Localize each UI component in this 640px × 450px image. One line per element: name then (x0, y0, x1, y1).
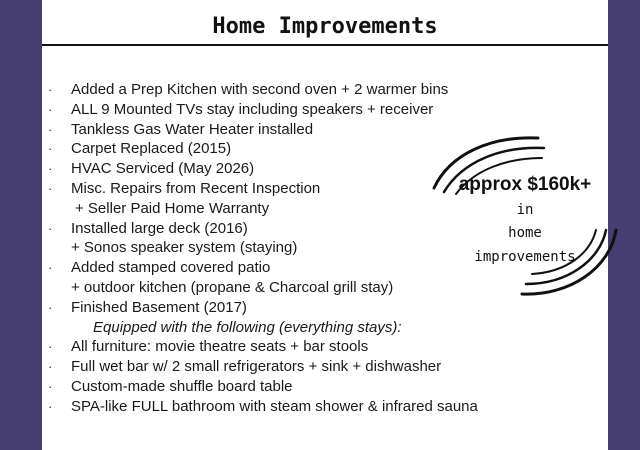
list-item (42, 139, 462, 159)
bullet-icon: · (48, 299, 53, 315)
list-item (42, 120, 462, 140)
list-item (42, 179, 462, 199)
bullet-icon: · (48, 378, 53, 394)
list-item (42, 278, 462, 298)
bullet-icon: · (48, 180, 53, 196)
list-item-text: Full wet bar w/ 2 small refrigerators + sink + dishwasher (71, 358, 442, 376)
bullet-icon: · (48, 101, 53, 117)
list-item-text: Installed large deck (2016) (71, 219, 248, 237)
list-item (42, 318, 462, 338)
list-item-text: Custom-made shuffle board table (71, 377, 293, 395)
list-item-text: + outdoor kitchen (propane & Charcoal grill stay) (71, 278, 394, 296)
list-item-text: Added stamped covered patio (71, 259, 271, 277)
bullet-icon: · (48, 161, 53, 177)
list-item-text: + Sonos speaker system (staying) (71, 239, 298, 257)
list-item (42, 219, 462, 239)
list-item (42, 258, 462, 278)
bullet-icon: · (48, 141, 53, 157)
callout-line-home: home (508, 225, 542, 241)
list-item-text: All furniture: movie theatre seats + bar stools (71, 338, 369, 356)
callout-line-in: in (516, 202, 534, 218)
value-callout (420, 118, 630, 308)
improvement-amount: approx $160k+ (458, 174, 592, 195)
list-item (42, 199, 462, 219)
list-item (42, 377, 462, 397)
list-item-text: Tankless Gas Water Heater installed (71, 120, 314, 138)
list-item (42, 159, 462, 179)
bullet-icon: · (48, 339, 53, 355)
list-item (42, 100, 462, 120)
flyer-page (42, 0, 608, 450)
improvements-list (42, 80, 478, 417)
list-item (42, 337, 462, 357)
list-item-text: Finished Basement (2017) (71, 298, 247, 316)
bullet-icon: · (48, 398, 53, 414)
list-item-text: Misc. Repairs from Recent Inspection (71, 179, 321, 197)
bullet-icon: · (48, 359, 53, 375)
list-item-text: Equipped with the following (everything stays): (93, 318, 402, 336)
list-item-text: Added a Prep Kitchen with second oven + 2 warmer bins (71, 81, 449, 98)
bullet-icon: · (48, 121, 53, 137)
page-title: Home Improvements (212, 14, 438, 39)
list-item (42, 238, 462, 258)
list-item-text: SPA-like FULL bathroom with steam shower & infrared sauna (71, 397, 478, 415)
list-item (42, 397, 478, 417)
callout-line-improvements: improvements (474, 249, 576, 265)
bullet-icon: · (48, 220, 53, 236)
bullet-icon: · (48, 260, 53, 276)
list-item (42, 357, 462, 377)
list-item-text: Carpet Replaced (2015) (71, 140, 232, 158)
bullet-icon: · (48, 82, 53, 97)
list-item (42, 298, 462, 318)
list-item-text: ALL 9 Mounted TVs stay including speakers + receiver (71, 100, 434, 118)
title-divider (42, 44, 608, 46)
list-item-text: HVAC Serviced (May 2026) (71, 160, 255, 178)
list-item (42, 80, 462, 100)
list-item-text: + Seller Paid Home Warranty (75, 199, 270, 217)
